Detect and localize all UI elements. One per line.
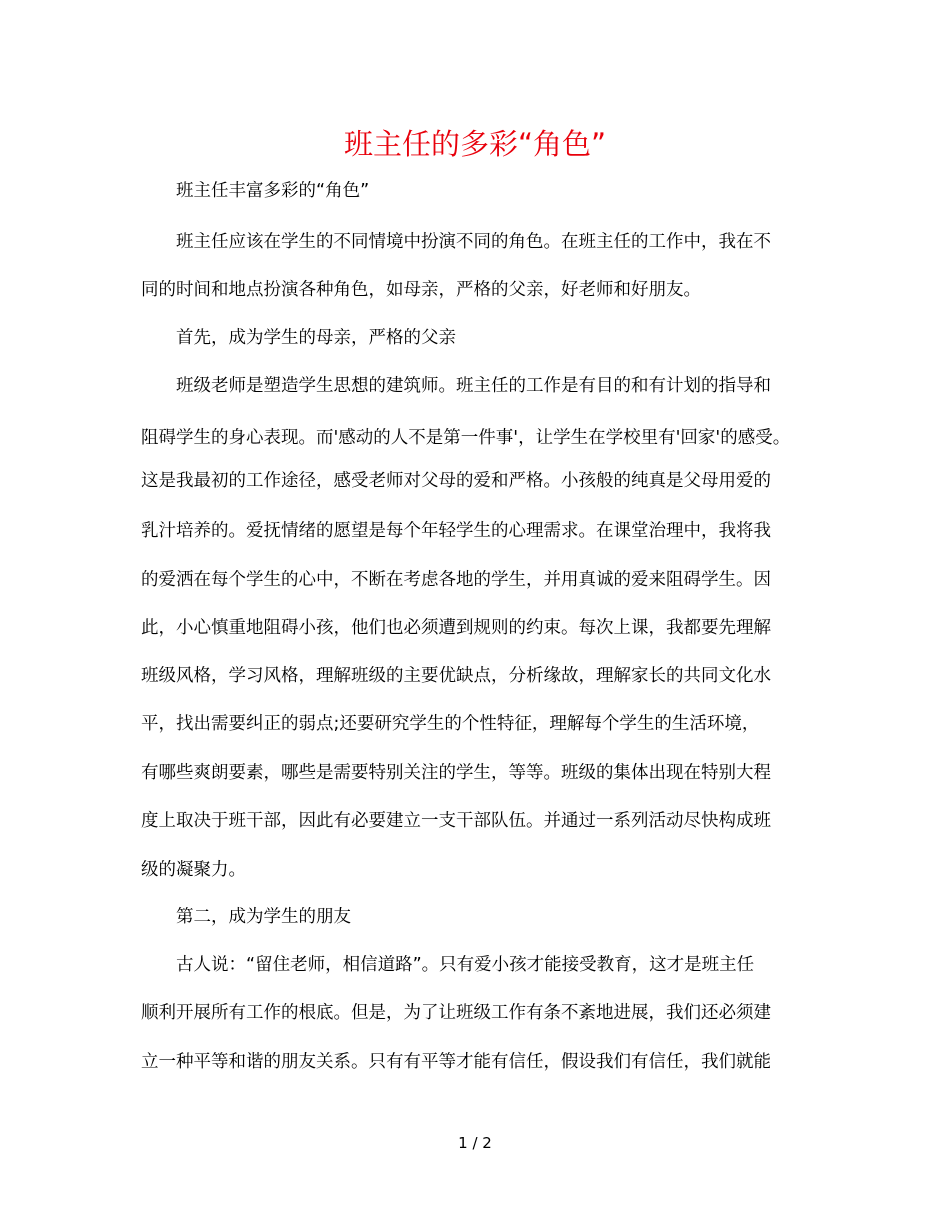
paragraph-line: 古人说：“留住老师，相信道路”。只有爱小孩才能接受教育，这才是班主任	[176, 955, 755, 975]
paragraph-line: 乳汁培养的。爱抚情绪的愿望是每个年轻学生的心理需求。在课堂治理中，我将我	[141, 521, 771, 541]
paragraph-line: 平，找出需要纠正的弱点;还要研究学生的个性特征，理解每个学生的生活环境，	[141, 714, 760, 734]
section-heading: 班主任丰富多彩的“角色”	[176, 181, 370, 201]
paragraph-line: 阻碍学生的身心表现。而'感动的人不是第一件事'，让学生在学校里有'回家'的感受。	[141, 428, 791, 448]
paragraph-line: 度上取决于班干部，因此有必要建立一支干部队伍。并通过一系列活动尽快构成班	[141, 811, 771, 831]
paragraph-line: 班级风格，学习风格，理解班级的主要优缺点，分析缘故，理解家长的共同文化水	[141, 666, 771, 686]
paragraph-line: 同的时间和地点扮演各种角色，如母亲，严格的父亲，好老师和好朋友。	[141, 280, 701, 300]
section-heading: 首先，成为学生的母亲，严格的父亲	[176, 328, 456, 348]
document-title: 班主任的多彩“角色”	[343, 127, 607, 161]
paragraph-line: 这是我最初的工作途径，感受老师对父母的爱和严格。小孩般的纯真是父母用爱的	[141, 471, 771, 491]
paragraph-line: 的爱洒在每个学生的心中，不断在考虑各地的学生，并用真诚的爱来阻碍学生。因	[141, 570, 771, 590]
section-heading: 第二，成为学生的朋友	[176, 907, 351, 927]
paragraph-line: 班主任应该在学生的不同情境中扮演不同的角色。在班主任的工作中，我在不	[176, 232, 771, 252]
paragraph-line: 有哪些爽朗要素，哪些是需要特别关注的学生，等等。班级的集体出现在特别大程	[141, 763, 771, 783]
paragraph-line: 班级老师是塑造学生思想的建筑师。班主任的工作是有目的和有计划的指导和	[176, 376, 771, 396]
paragraph-line: 顺利开展所有工作的根底。但是，为了让班级工作有条不紊地进展，我们还必须建	[141, 1003, 771, 1023]
paragraph-line: 此，小心慎重地阻碍小孩，他们也必须遭到规则的约束。每次上课，我都要先理解	[141, 618, 771, 638]
page-number: 1 / 2	[458, 1134, 492, 1152]
paragraph-line: 立一种平等和谐的朋友关系。只有有平等才能有信任，假设我们有信任，我们就能	[141, 1052, 771, 1072]
paragraph-line: 级的凝聚力。	[141, 860, 246, 880]
